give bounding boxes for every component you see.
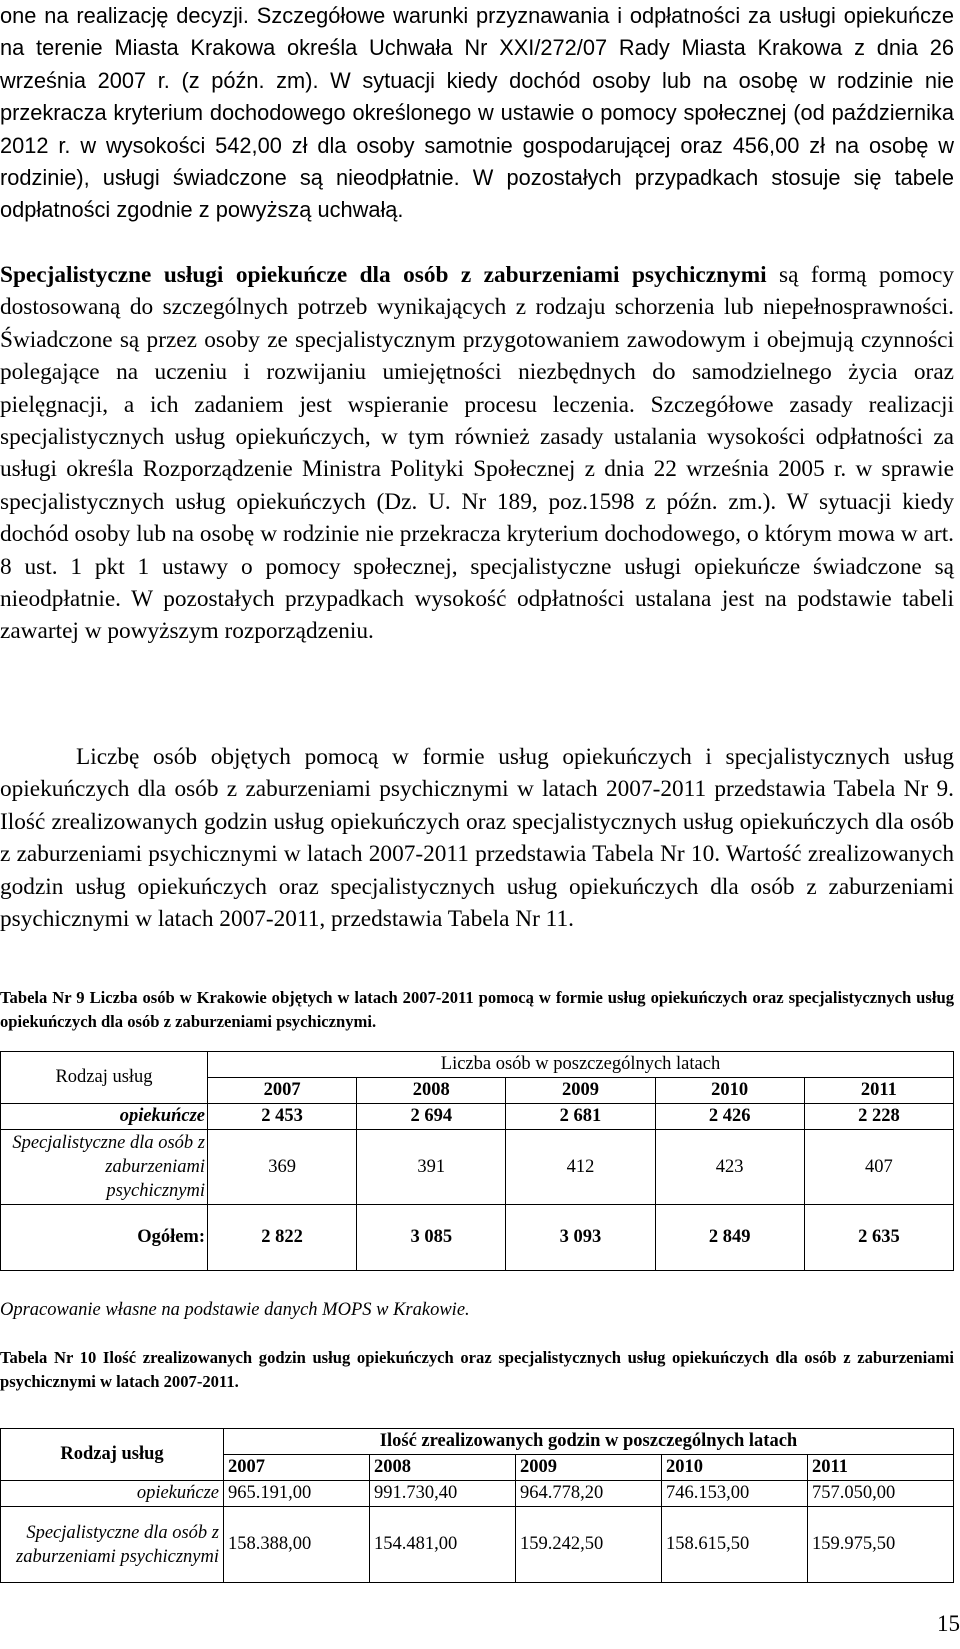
- table10-year: 2008: [370, 1455, 516, 1481]
- table9-group-header: Liczba osób w poszczególnych latach: [208, 1052, 954, 1078]
- table9-source-note: Opracowanie własne na podstawie danych MOPS w Krakowie.: [0, 1300, 470, 1320]
- table9-row: [1, 1104, 954, 1130]
- table10-cell: 159.242,50: [516, 1507, 662, 1583]
- paragraph-specialist-body: są formą pomocy dostosowaną do szczególnych potrzeb wynikających z rodzaju schorzenia lub niepełnosprawności. Świadczone są przez osoby ze specjalistycznym przygotowaniem zawodowym i obejmują czynności polegające na uczeniu i rozwijaniu umiejętności niezbędnych do samodzielnego życia oraz pielęgnacji, a ich zadaniem jest wspieranie procesu leczenia. Szczegółowe zasady realizacji specjalistycznych usług opiekuńczych, w tym również zasady ustalania wysokości odpłatności za usługi określa Rozporządzenie Ministra Polityki Społecznej z dnia 22 września 2005 r. w sprawie specjalistycznych usług opiekuńczych (Dz. U. Nr 189, poz.1598 z późn. zm.). W sytuacji kiedy dochód osoby lub na osobę w rodzinie nie przekracza kryterium dochodowego, o którym mowa w art. 8 ust. 1 pkt 1 ustawy o pomocy społecznej, specjalistyczne usługi opiekuńcze świadczone są nieodpłatnie. W pozostałych przypadkach wysokość odpłatności ustalana jest na podstawie tabeli zawartej w powyższym rozporządzeniu.: [0, 262, 955, 645]
- table9-row-header: Rodzaj usług: [1, 1052, 208, 1104]
- table9-cell: 2 228: [804, 1104, 953, 1130]
- table10-caption: Tabela Nr 10 Ilość zrealizowanych godzin usług opiekuńczych oraz specjalistycznych usług opiekuńczych dla osób z zaburzeniami psychicznymi w latach 2007-2011.: [0, 1348, 954, 1391]
- paragraph-specialist-services: [0, 259, 954, 648]
- table10-cell: 154.481,00: [370, 1507, 516, 1583]
- table9-cell: 2 822: [208, 1205, 357, 1271]
- table9-row: [1, 1130, 954, 1205]
- table10-cell: 159.975,50: [808, 1507, 954, 1583]
- table9-cell: 2 426: [655, 1104, 804, 1130]
- table9-year: 2011: [804, 1078, 953, 1104]
- table9-cell: 2 681: [506, 1104, 655, 1130]
- table9-row-label: Specjalistyczne dla osób z zaburzeniami psychicznymi: [1, 1130, 208, 1205]
- table10-cell: 965.191,00: [224, 1481, 370, 1507]
- table10-year: 2007: [224, 1455, 370, 1481]
- table9-cell: 391: [357, 1130, 506, 1205]
- table9-cell: 407: [804, 1130, 953, 1205]
- table9: [0, 1051, 954, 1271]
- table9-cell: 2 453: [208, 1104, 357, 1130]
- table9-row-label: opiekuńcze: [1, 1104, 208, 1130]
- paragraph-specialist-heading: Specjalistyczne usługi opiekuńcze dla osób z zaburzeniami psychicznymi: [0, 262, 767, 288]
- table9-cell: 3 093: [506, 1205, 655, 1271]
- page-number: 15: [937, 1611, 960, 1636]
- table10-cell: 158.388,00: [224, 1507, 370, 1583]
- table9-year: 2009: [506, 1078, 655, 1104]
- table10-row-header: Rodzaj usług: [1, 1429, 224, 1481]
- table9-year: 2008: [357, 1078, 506, 1104]
- table9-cell: 2 635: [804, 1205, 953, 1271]
- table9-cell: 2 849: [655, 1205, 804, 1271]
- paragraph-care-services-rules: one na realizację decyzji. Szczegółowe warunki przyznawania i odpłatności za usługi opiekuńcze na terenie Miasta Krakowa określa Uchwała Nr XXI/272/07 Rady Miasta Krakowa z dnia 26 września 2007 r. (z późn. zm). W sytuacji kiedy dochód osoby lub na osobę w rodzinie nie przekracza kryterium dochodowego określonego w ustawie o pomocy społecznej (od października 2012 r. w wysokości 542,00 zł dla osoby samotnie gospodarującej oraz 456,00 zł na osobę w rodzinie), usługi świadczone są nieodpłatnie. W pozostałych przypadkach stosuje się tabele odpłatności zgodnie z powyższą uchwałą.: [0, 3, 954, 223]
- table10-year: 2009: [516, 1455, 662, 1481]
- table10-year: 2011: [808, 1455, 954, 1481]
- table9-caption: Tabela Nr 9 Liczba osób w Krakowie objętych w latach 2007-2011 pomocą w formie usług opiekuńczych oraz specjalistycznych usług opiekuńczych dla osób z zaburzeniami psychicznymi.: [0, 988, 954, 1031]
- table9-row-total: [1, 1205, 954, 1271]
- table10-row-label: Specjalistyczne dla osób z zaburzeniami psychicznymi: [1, 1507, 224, 1583]
- table9-cell: 369: [208, 1130, 357, 1205]
- table10-cell: 746.153,00: [662, 1481, 808, 1507]
- table10-row-label: opiekuńcze: [1, 1481, 224, 1507]
- table10-year: 2010: [662, 1455, 808, 1481]
- table10-row: [1, 1481, 954, 1507]
- table9-row-label: Ogółem:: [1, 1205, 208, 1271]
- table10-cell: 158.615,50: [662, 1507, 808, 1583]
- table9-year: 2010: [655, 1078, 804, 1104]
- table10-group-header: Ilość zrealizowanych godzin w poszczególnych latach: [224, 1429, 954, 1455]
- table9-cell: 2 694: [357, 1104, 506, 1130]
- table10-row: [1, 1507, 954, 1583]
- table9-year: 2007: [208, 1078, 357, 1104]
- paragraph-tables-intro: Liczbę osób objętych pomocą w formie usług opiekuńczych i specjalistycznych usług opiekuńczych dla osób z zaburzeniami psychicznymi w latach 2007-2011 przedstawia Tabela Nr 9. Ilość zrealizowanych godzin usług opiekuńczych oraz specjalistycznych usług opiekuńczych dla osób z zaburzeniami psychicznymi w latach 2007-2011 przedstawia Tabela Nr 10. Wartość zrealizowanych godzin usług opiekuńczych oraz specjalistycznych usług opiekuńczych dla osób z zaburzeniami psychicznymi w latach 2007-2011, przedstawia Tabela Nr 11.: [0, 744, 954, 933]
- table10-cell: 757.050,00: [808, 1481, 954, 1507]
- table9-cell: 412: [506, 1130, 655, 1205]
- table9-cell: 3 085: [357, 1205, 506, 1271]
- table9-cell: 423: [655, 1130, 804, 1205]
- table10-cell: 991.730,40: [370, 1481, 516, 1507]
- table10: [0, 1428, 954, 1583]
- table10-cell: 964.778,20: [516, 1481, 662, 1507]
